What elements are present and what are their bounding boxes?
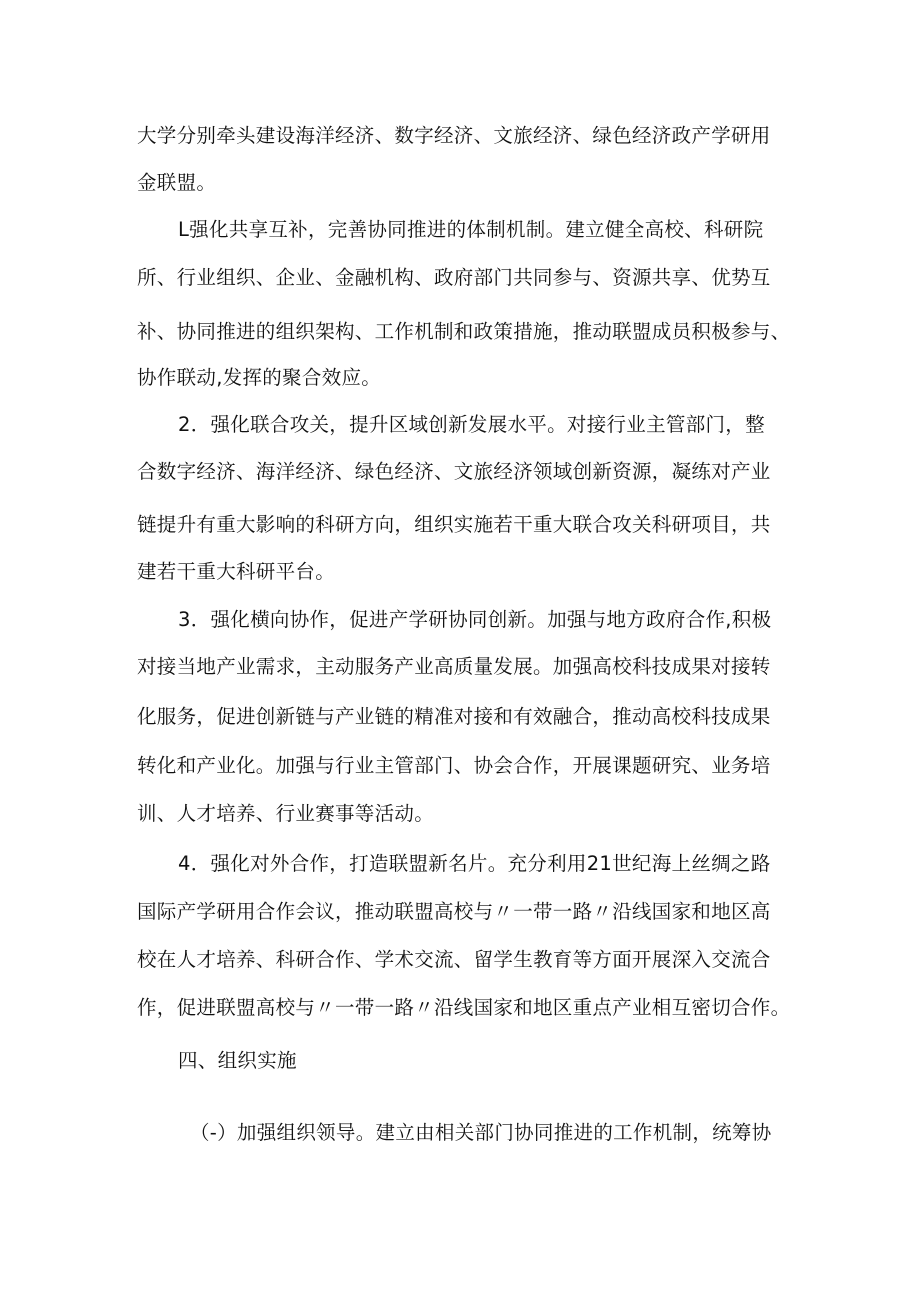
paragraph-3-start: 3．强化横向协作，促进产学研协同创新。加强与地方政府合作,积极 (178, 608, 772, 631)
text-line: 对接当地产业需求，主动服务产业高质量发展。加强高校科技成果对接转 (137, 655, 771, 678)
text-line: 国际产学研用合作会议，推动联盟高校与〃一带一路〃沿线国家和地区高 (137, 900, 771, 923)
text-line: 所、行业组织、企业、金融机构、政府部门共同参与、资源共享、优势互 (137, 266, 771, 289)
text-line: 金联盟。 (137, 171, 217, 194)
text-line: 化服务，促进创新链与产业链的精准对接和有效融合，推动高校科技成果 (137, 705, 771, 728)
subsection-start: （-）加强组织领导。建立由相关部门协同推进的工作机制，统筹协 (190, 1121, 772, 1144)
text-line: 转化和产业化。加强与行业主管部门、协会合作，开展课题研究、业务培 (137, 754, 771, 777)
paragraph-2-start: 2．强化联合攻关，提升区域创新发展水平。对接行业主管部门，整 (178, 413, 765, 436)
text-line: 合数字经济、海洋经济、绿色经济、文旅经济领域创新资源，凝练对产业 (137, 460, 771, 483)
text-line: 协作联动,发挥的聚合效应。 (137, 366, 382, 389)
text-line: 校在人才培养、科研合作、学术交流、留学生教育等方面开展深入交流合 (137, 948, 771, 971)
paragraph-1-start: L强化共享互补，完善协同推进的体制机制。建立健全高校、科研院 (178, 218, 764, 241)
section-heading: 四、组织实施 (178, 1049, 297, 1072)
text-line: 大学分别牵头建设海洋经济、数字经济、文旅经济、绿色经济政产学研用 (137, 124, 771, 147)
text-line: 作，促进联盟高校与〃一带一路〃沿线国家和地区重点产业相互密切合作。 (137, 996, 791, 1019)
text-line: 训、人才培养、行业赛事等活动。 (137, 802, 435, 825)
text-line: 补、协同推进的组织架构、工作机制和政策措施，推动联盟成员积极参与、 (137, 320, 791, 343)
text-line: 链提升有重大影响的科研方向，组织实施若干重大联合攻关科研项目，共 (137, 513, 771, 536)
paragraph-4-start: 4．强化对外合作，打造联盟新名片。充分利用21世纪海上丝绸之路 (178, 852, 771, 875)
text-line: 建若干重大科研平台。 (137, 560, 336, 583)
